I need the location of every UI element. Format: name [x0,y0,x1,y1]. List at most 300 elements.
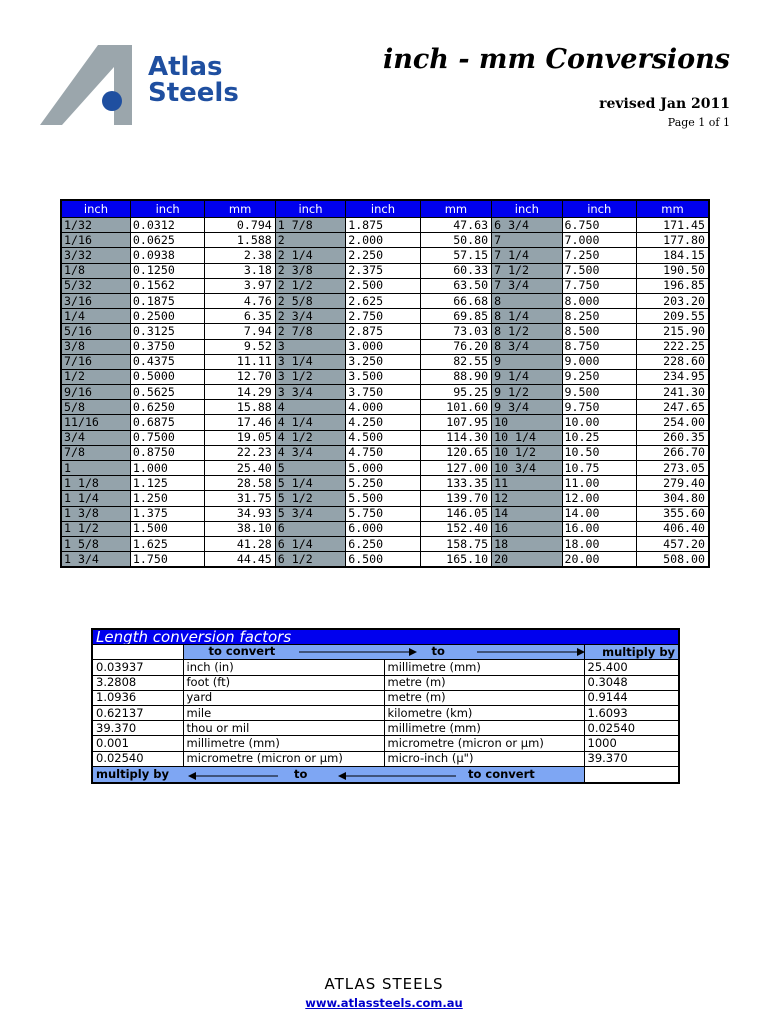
table-cell: 14 [492,506,562,521]
table-cell: 5 1/4 [275,476,345,491]
table-cell: 57.15 [420,248,491,263]
table-cell: 0.1875 [130,293,204,308]
table-cell: 2 5/8 [275,293,345,308]
table-cell: 0.6250 [130,400,204,415]
column-header: inch [346,200,420,218]
table-cell: 76.20 [420,339,491,354]
table-cell: 0.5625 [130,385,204,400]
table-cell: 184.15 [636,248,709,263]
table-cell: 18.00 [562,536,636,551]
factor-cell: 0.9144 [584,690,679,705]
factor-cell: foot (ft) [183,675,384,690]
table-cell: 2 1/2 [275,278,345,293]
table-cell: 14.29 [205,385,275,400]
table-row [61,263,709,278]
table-cell: 177.80 [636,233,709,248]
factor-cell: 1.6093 [584,705,679,720]
table-cell: 3/4 [61,430,130,445]
table-cell: 8.500 [562,324,636,339]
table-cell: 247.65 [636,400,709,415]
table-cell: 0.1250 [130,263,204,278]
logo-line1: Atlas [148,52,223,82]
table-row [61,339,709,354]
table-cell: 3/32 [61,248,130,263]
table-cell: 2.625 [346,293,420,308]
table-cell: 69.85 [420,309,491,324]
table-cell: 1 3/4 [61,552,130,568]
table-cell: 8.250 [562,309,636,324]
table-cell: 9.000 [562,354,636,369]
table-cell: 1.875 [346,218,420,233]
table-cell: 10.75 [562,461,636,476]
table-cell: 7.500 [562,263,636,278]
table-cell: 279.40 [636,476,709,491]
table-cell: 50.80 [420,233,491,248]
table-cell: 8 1/4 [492,309,562,324]
table-cell: 0.3750 [130,339,204,354]
factor-cell: micrometre (micron or µm) [183,751,384,766]
factor-cell: metre (m) [384,690,584,705]
arrow-right-icon [477,648,585,656]
table-cell: 9 1/4 [492,369,562,384]
table-cell: 2 7/8 [275,324,345,339]
table-cell: 241.30 [636,385,709,400]
table-cell: 234.95 [636,369,709,384]
table-cell: 9.250 [562,369,636,384]
table-cell: 5 3/4 [275,506,345,521]
table-cell: 1.000 [130,461,204,476]
table-row [61,324,709,339]
factor-cell: 39.370 [584,751,679,766]
table-cell: 3.750 [346,385,420,400]
factors-title: Length conversion factors [92,629,679,645]
table-cell: 12 [492,491,562,506]
table-cell: 2.375 [346,263,420,278]
inch-mm-table [60,199,710,568]
table-cell: 406.40 [636,521,709,536]
arrow-right-icon [299,648,417,656]
table-cell: 2.250 [346,248,420,263]
factor-cell: mile [183,705,384,720]
table-cell: 2 3/8 [275,263,345,278]
table-cell: 3.97 [205,278,275,293]
table-cell: 12.70 [205,369,275,384]
table-cell: 12.00 [562,491,636,506]
table-cell: 0.794 [205,218,275,233]
table-cell: 101.60 [420,400,491,415]
table-cell: 5/32 [61,278,130,293]
table-cell: 5 1/2 [275,491,345,506]
table-cell: 6.250 [346,536,420,551]
table-cell: 3 1/2 [275,369,345,384]
table-cell: 2.38 [205,248,275,263]
factor-cell: 3.2808 [92,675,183,690]
table-cell: 457.20 [636,536,709,551]
table-cell: 8.000 [562,293,636,308]
table-cell: 3 3/4 [275,385,345,400]
table-cell: 1/8 [61,263,130,278]
table-cell: 222.25 [636,339,709,354]
table-cell: 8 1/2 [492,324,562,339]
table-cell: 7 1/2 [492,263,562,278]
table-cell: 152.40 [420,521,491,536]
factor-cell: 0.3048 [584,675,679,690]
table-cell: 20 [492,552,562,568]
table-cell: 9/16 [61,385,130,400]
table-cell: 41.28 [205,536,275,551]
table-cell: 16 [492,521,562,536]
table-cell: 11 [492,476,562,491]
table-row [61,476,709,491]
table-cell: 34.93 [205,506,275,521]
arrow-left-icon [338,772,458,780]
table-cell: 8 3/4 [492,339,562,354]
table-cell: 88.90 [420,369,491,384]
table-cell: 508.00 [636,552,709,568]
table-cell: 1.250 [130,491,204,506]
table-cell: 1.750 [130,552,204,568]
logo-mark-icon [40,45,240,127]
table-cell: 0.3125 [130,324,204,339]
table-cell: 5 [275,461,345,476]
table-cell: 3.18 [205,263,275,278]
table-cell: 120.65 [420,445,491,460]
footer-company: ATLAS STEELS [324,975,444,993]
table-cell: 7 [492,233,562,248]
to-convert-label: to convert [208,644,276,659]
table-cell: 2.000 [346,233,420,248]
table-row [61,506,709,521]
table-cell: 4 [275,400,345,415]
factor-cell: 0.02540 [92,751,183,766]
table-cell: 1.125 [130,476,204,491]
table-cell: 19.05 [205,430,275,445]
table-cell: 0.0938 [130,248,204,263]
length-conversion-factors [91,628,680,784]
factor-row [92,721,679,736]
factor-cell: millimetre (mm) [183,736,384,751]
table-cell: 146.05 [420,506,491,521]
arrow-left-icon [188,772,278,780]
table-row [61,385,709,400]
factors-subheader-row [92,645,679,660]
table-cell: 4.750 [346,445,420,460]
table-cell: 1 1/4 [61,491,130,506]
table-cell: 3.000 [346,339,420,354]
table-cell: 4 1/4 [275,415,345,430]
table-cell: 0.0312 [130,218,204,233]
factor-cell: inch (in) [183,660,384,675]
table-cell: 2 [275,233,345,248]
table-cell: 10 [492,415,562,430]
column-header: inch [130,200,204,218]
table-cell: 6 3/4 [492,218,562,233]
factor-cell: 39.370 [92,721,183,736]
table-cell: 20.00 [562,552,636,568]
factor-row [92,690,679,705]
table-cell: 171.45 [636,218,709,233]
table-row [61,278,709,293]
table-cell: 165.10 [420,552,491,568]
table-cell: 7 3/4 [492,278,562,293]
table-cell: 0.1562 [130,278,204,293]
table-cell: 11.00 [562,476,636,491]
logo-line2: Steels [148,78,239,108]
table-cell: 0.5000 [130,369,204,384]
factors-footer-row [92,766,679,783]
table-cell: 273.05 [636,461,709,476]
table-row [61,218,709,233]
table-cell: 9 3/4 [492,400,562,415]
column-header: inch [562,200,636,218]
table-cell: 10.25 [562,430,636,445]
table-cell: 7 1/4 [492,248,562,263]
table-row [61,293,709,308]
table-cell: 15.88 [205,400,275,415]
table-cell: 73.03 [420,324,491,339]
column-header: mm [636,200,709,218]
column-header: inch [492,200,562,218]
table-cell: 3/8 [61,339,130,354]
table-cell: 1/16 [61,233,130,248]
table-cell: 3.500 [346,369,420,384]
factor-cell: millimetre (mm) [384,660,584,675]
table-cell: 10 1/2 [492,445,562,460]
table-cell: 10.50 [562,445,636,460]
table-cell: 82.55 [420,354,491,369]
factor-row [92,675,679,690]
factor-cell: metre (m) [384,675,584,690]
factor-row [92,705,679,720]
footer-url-link[interactable]: www.atlassteels.com.au [305,996,463,1010]
table-cell: 8.750 [562,339,636,354]
factor-cell: 0.02540 [584,721,679,736]
table-cell: 107.95 [420,415,491,430]
factor-row [92,660,679,675]
table-row [61,536,709,551]
page-number: Page 1 of 1 [667,116,730,129]
table-row [61,309,709,324]
table-cell: 158.75 [420,536,491,551]
table-cell: 2.500 [346,278,420,293]
table-cell: 18 [492,536,562,551]
table-cell: 38.10 [205,521,275,536]
table-cell: 7.000 [562,233,636,248]
table-cell: 95.25 [420,385,491,400]
table-cell: 6.750 [562,218,636,233]
table-cell: 304.80 [636,491,709,506]
table-cell: 10.00 [562,415,636,430]
table-cell: 9.500 [562,385,636,400]
table-cell: 1 1/2 [61,521,130,536]
table-row [61,521,709,536]
table-cell: 22.23 [205,445,275,460]
factor-cell: 0.001 [92,736,183,751]
footer-to-convert: to convert [468,766,535,781]
table-cell: 1 5/8 [61,536,130,551]
table-cell: 4.500 [346,430,420,445]
to-label: to [431,644,445,659]
table-cell: 9 1/2 [492,385,562,400]
table-cell: 10 3/4 [492,461,562,476]
page-title: inch - mm Conversions [382,44,730,75]
multiply-by-label: multiply by [584,645,679,660]
table-cell: 3 [275,339,345,354]
factor-cell: yard [183,690,384,705]
revised-date: revised Jan 2011 [599,96,730,112]
table-cell: 4 3/4 [275,445,345,460]
table-cell: 14.00 [562,506,636,521]
factor-cell: 0.62137 [92,705,183,720]
table-row [61,248,709,263]
table-cell: 0.2500 [130,309,204,324]
footer-multiply-by: multiply by [96,766,169,781]
table-cell: 47.63 [420,218,491,233]
table-cell: 1/4 [61,309,130,324]
table-cell: 127.00 [420,461,491,476]
table-cell: 4.250 [346,415,420,430]
column-header: inch [61,200,130,218]
table-row [61,552,709,568]
table-cell: 1.625 [130,536,204,551]
table-cell: 5/8 [61,400,130,415]
table-cell: 1 3/8 [61,506,130,521]
table-cell: 5.750 [346,506,420,521]
table-cell: 9 [492,354,562,369]
table-row [61,491,709,506]
table-cell: 0.0625 [130,233,204,248]
table-cell: 3 1/4 [275,354,345,369]
table-cell: 4 1/2 [275,430,345,445]
table-cell: 215.90 [636,324,709,339]
table-cell: 190.50 [636,263,709,278]
factor-cell: 1.0936 [92,690,183,705]
table-cell: 0.6875 [130,415,204,430]
table-cell: 7/16 [61,354,130,369]
factor-cell: thou or mil [183,721,384,736]
table-cell: 4.76 [205,293,275,308]
table-cell: 0.4375 [130,354,204,369]
factor-cell: millimetre (mm) [384,721,584,736]
factor-cell: 1000 [584,736,679,751]
table-cell: 1.588 [205,233,275,248]
table-cell: 5.500 [346,491,420,506]
table-cell: 1.500 [130,521,204,536]
table-cell: 7/8 [61,445,130,460]
table-cell: 1 1/8 [61,476,130,491]
table-cell: 2 1/4 [275,248,345,263]
table-cell: 7.750 [562,278,636,293]
table-cell: 7.94 [205,324,275,339]
table-cell: 5/16 [61,324,130,339]
table-cell: 6.500 [346,552,420,568]
table-cell: 209.55 [636,309,709,324]
table-cell: 228.60 [636,354,709,369]
table-cell: 1.375 [130,506,204,521]
table-cell: 1/2 [61,369,130,384]
table-cell: 17.46 [205,415,275,430]
table-row [61,369,709,384]
table-cell: 139.70 [420,491,491,506]
atlas-steels-logo [40,45,240,127]
table-header-row [61,200,709,218]
table-row [61,400,709,415]
table-cell: 2.750 [346,309,420,324]
table-cell: 260.35 [636,430,709,445]
table-cell: 266.70 [636,445,709,460]
factor-cell: 0.03937 [92,660,183,675]
table-cell: 133.35 [420,476,491,491]
table-cell: 6 [275,521,345,536]
table-cell: 66.68 [420,293,491,308]
factor-row [92,751,679,766]
table-cell: 1/32 [61,218,130,233]
table-cell: 0.8750 [130,445,204,460]
column-header: inch [275,200,345,218]
table-cell: 16.00 [562,521,636,536]
factor-cell: kilometre (km) [384,705,584,720]
factor-row [92,736,679,751]
table-cell: 10 1/4 [492,430,562,445]
footer-to: to [294,766,308,781]
column-header: mm [420,200,491,218]
table-row [61,354,709,369]
table-cell: 2 3/4 [275,309,345,324]
column-header: mm [205,200,275,218]
factors-title-row [92,629,679,645]
table-cell: 6.000 [346,521,420,536]
table-cell: 5.000 [346,461,420,476]
factor-cell: micrometre (micron or µm) [384,736,584,751]
table-cell: 3.250 [346,354,420,369]
table-cell: 11/16 [61,415,130,430]
table-row [61,445,709,460]
table-cell: 203.20 [636,293,709,308]
table-cell: 60.33 [420,263,491,278]
table-cell: 114.30 [420,430,491,445]
table-cell: 4.000 [346,400,420,415]
table-cell: 1 [61,461,130,476]
table-cell: 63.50 [420,278,491,293]
factor-cell: 25.400 [584,660,679,675]
table-cell: 9.750 [562,400,636,415]
table-row [61,233,709,248]
table-row [61,430,709,445]
table-cell: 9.52 [205,339,275,354]
table-cell: 25.40 [205,461,275,476]
table-cell: 7.250 [562,248,636,263]
table-row [61,415,709,430]
table-cell: 11.11 [205,354,275,369]
table-row [61,461,709,476]
table-cell: 44.45 [205,552,275,568]
table-cell: 6 1/2 [275,552,345,568]
table-cell: 196.85 [636,278,709,293]
factor-cell: micro-inch (µ") [384,751,584,766]
table-cell: 0.7500 [130,430,204,445]
table-cell: 1 7/8 [275,218,345,233]
table-cell: 8 [492,293,562,308]
table-cell: 355.60 [636,506,709,521]
table-cell: 31.75 [205,491,275,506]
table-cell: 28.58 [205,476,275,491]
table-cell: 6 1/4 [275,536,345,551]
table-cell: 6.35 [205,309,275,324]
table-cell: 254.00 [636,415,709,430]
table-cell: 3/16 [61,293,130,308]
table-cell: 2.875 [346,324,420,339]
table-cell: 5.250 [346,476,420,491]
